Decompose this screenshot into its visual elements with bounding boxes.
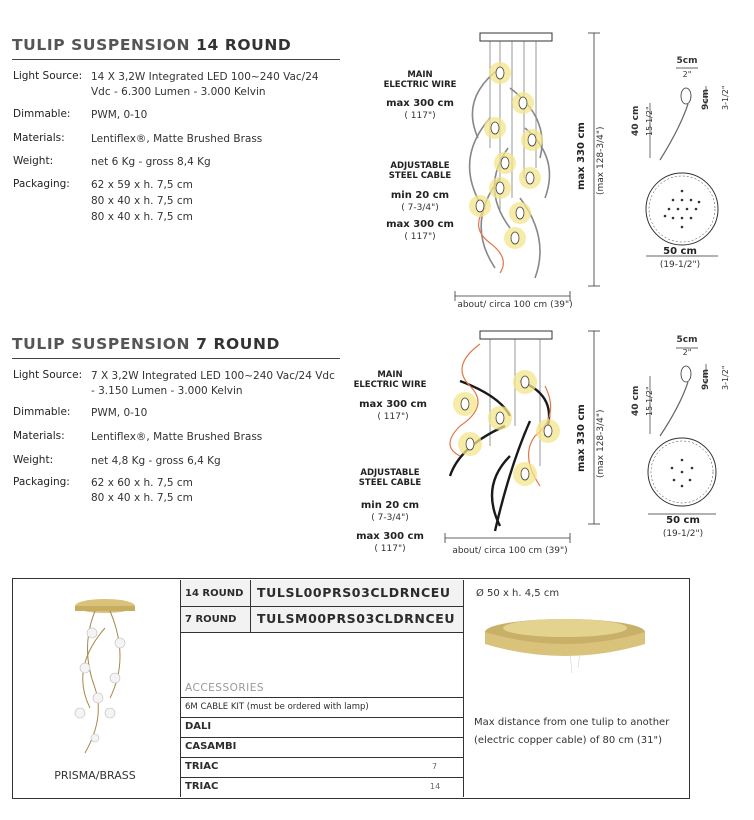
spec-value: Lentiflex®, Matte Brushed Brass [91,431,263,443]
accessory-name: TRIAC [185,761,219,772]
spec-value: 7 X 3,2W Integrated LED 100~240 Vac/24 Vdc - 3.150 Lumen - 3.000 Kelvin [91,370,335,397]
spec-label: Light Source: [13,369,83,381]
tulip-width: 5cm [676,335,698,345]
spec-label: Light Source: [13,70,83,82]
product2-title-main: TULIP SUSPENSION [12,335,197,353]
main-wire-text: MAIN ELECTRIC WIRE [383,70,457,90]
spec-value: 80 x 40 x h. 7,5 cm [91,211,193,223]
row-divider [180,697,464,698]
variant-label: 14 ROUND [185,588,244,599]
accessories-title: ACCESSORIES [185,682,265,694]
spec-label: Packaging: [13,178,70,190]
spec-value: 14 X 3,2W Integrated LED 100~240 Vac/24 Vdc - 6.300 Lumen - 3.000 Kelvin [91,71,319,98]
spec-label: Materials: [13,430,65,442]
tulip-width: 5cm [676,56,698,66]
steel-max-inches: ( 117") [404,232,436,242]
col-divider [463,580,464,797]
stem-height: 40 cm [631,105,641,136]
main-wire-label [340,370,440,390]
row-divider [180,737,464,738]
row-divider [180,777,464,778]
tulip-height-inches: 3-1/2" [721,85,730,110]
accessory-name: 6M CABLE KIT [185,702,245,712]
product1-divider [12,59,340,60]
accessory-name: DALI [185,721,212,732]
row-divider [180,717,464,718]
steel-cable-text: ADJUSTABLE STEEL CABLE [358,468,422,488]
spec-value: net 4,8 Kg - gross 6,4 Kg [91,455,221,467]
spec-value: 80 x 40 x h. 7,5 cm [91,195,193,207]
spec-value: net 6 Kg - gross 8,4 Kg [91,156,211,168]
row-divider [180,632,464,633]
stem-height-inches: 15-1/2" [645,386,654,416]
spec-value: 62 x 59 x h. 7,5 cm [91,179,193,191]
overall-width: about/ circa 100 cm (39") [457,300,573,310]
row-divider [180,757,464,758]
spec-value: PWM, 0-10 [91,109,148,121]
product2-title [12,335,280,353]
product-photo [50,588,160,758]
variant-label: 7 ROUND [185,614,237,625]
steel-max: max 300 cm [386,219,454,230]
spec-value: 80 x 40 x h. 7,5 cm [91,492,193,504]
product1-title-bold: 14 ROUND [196,36,292,54]
spec-label: Packaging: [13,476,70,488]
accessory-name: TRIAC [185,781,219,792]
product2-divider [12,358,340,359]
overall-height: max 330 cm [576,404,587,472]
overall-height-inches: (max 128-3/4") [596,409,606,478]
steel-cable-label [370,161,470,181]
spec-label: Weight: [13,155,54,167]
row-divider [180,606,464,607]
tulip-height: 9cm [701,89,711,110]
accessory-num: 7 [432,762,438,771]
main-wire-max: max 300 cm [386,98,454,109]
product1-title [12,36,291,54]
spec-value: PWM, 0-10 [91,407,148,419]
tulip-height: 9cm [701,369,711,390]
steel-max: max 300 cm [356,531,424,542]
accessory-row [185,702,369,712]
steel-min-inches: ( 7-3/4") [371,513,409,523]
canopy-diameter-inches: (19-1/2") [662,529,704,539]
product1-title-main: TULIP SUSPENSION [12,36,197,54]
finish-label: PRISMA/BRASS [54,769,136,782]
canopy-diameter-inches: (19-1/2") [659,260,701,270]
product-code: TULSM00PRS03CLDRNCEU [257,611,456,626]
stem-height-inches: 15-1/2" [645,106,654,136]
steel-cable-label [340,468,440,488]
col-divider [180,580,181,797]
spec-label: Dimmable: [13,108,71,120]
tulip-width-inches: 2" [682,348,692,357]
spec-label: Materials: [13,132,65,144]
accessory-note: (must be ordered with lamp) [244,702,369,712]
overall-width: about/ circa 100 cm (39") [452,546,568,556]
tulip-height-inches: 3-1/2" [721,365,730,390]
tulip-width-inches: 2" [682,70,692,79]
accessory-num: 14 [430,782,441,791]
canopy-diameter: 50 cm [666,515,700,526]
canopy-dims: Ø 50 x h. 4,5 cm [476,588,560,599]
steel-min: min 20 cm [360,500,420,511]
steel-min: min 20 cm [390,190,450,201]
steel-min-inches: ( 7-3/4") [401,203,439,213]
stem-height: 40 cm [631,385,641,416]
overall-height-inches: (max 128-3/4") [596,126,606,195]
accessory-name: CASAMBI [185,741,237,752]
main-wire-max-inches: ( 117") [404,111,436,121]
steel-cable-text: ADJUSTABLE STEEL CABLE [388,161,452,181]
spec-label: Weight: [13,454,54,466]
main-wire-text: MAIN ELECTRIC WIRE [353,370,427,390]
canopy-photo [480,608,650,678]
canopy-diameter: 50 cm [663,246,697,257]
spec-label: Dimmable: [13,406,71,418]
spec-value: Lentiflex®, Matte Brushed Brass [91,133,263,145]
product2-title-bold: 7 ROUND [196,335,280,353]
max-distance-note: Max distance from one tulip to another (electric copper cable) of 80 cm (31") [474,717,670,746]
main-wire-label [370,70,470,90]
product-code: TULSL00PRS03CLDRNCEU [257,585,451,600]
overall-height: max 330 cm [576,122,587,190]
steel-max-inches: ( 117") [374,544,406,554]
spec-value: 62 x 60 x h. 7,5 cm [91,477,193,489]
main-wire-max-inches: ( 117") [377,412,409,422]
main-wire-max: max 300 cm [359,399,427,410]
